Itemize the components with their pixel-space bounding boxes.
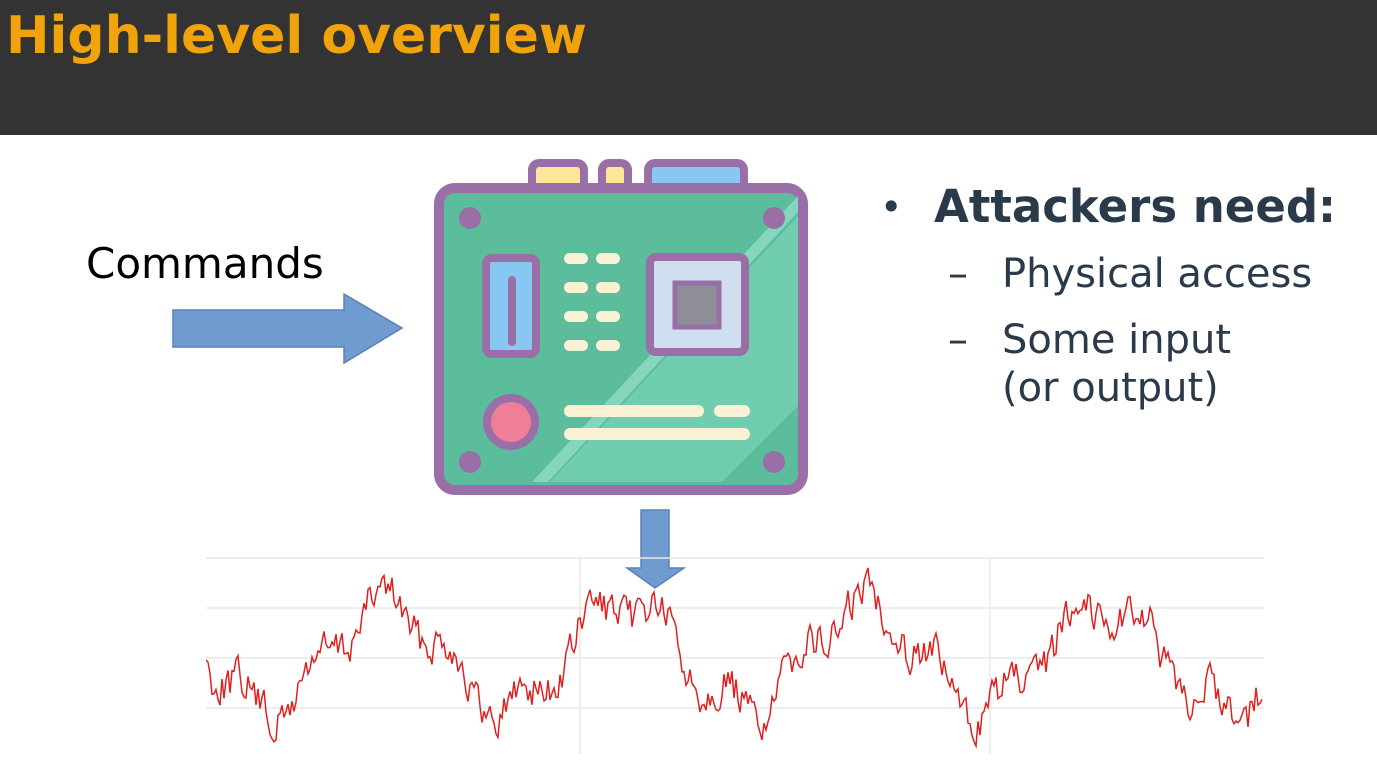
sub-bullet-text: Physical access xyxy=(1002,251,1313,297)
power-button xyxy=(487,398,535,446)
cpu-chip xyxy=(675,283,719,327)
waveform-trace xyxy=(206,556,1264,756)
commands-label: Commands xyxy=(86,239,324,288)
arrow-right-icon xyxy=(170,290,410,370)
bullet-list xyxy=(878,178,1373,412)
sub-bullet-marker: – xyxy=(948,251,968,297)
trace-grid xyxy=(206,558,1264,754)
motherboard-icon xyxy=(430,156,814,500)
sub-bullet-text-continued: (or output) xyxy=(1002,365,1219,411)
bullet-marker: • xyxy=(880,185,903,229)
bullet-heading-row xyxy=(878,178,1373,236)
signal-line xyxy=(206,568,1262,746)
bullet-heading: Attackers need: xyxy=(934,180,1337,233)
sub-bullet-text: Some input xyxy=(1002,317,1232,363)
sub-bullet-input-output xyxy=(878,316,1373,412)
sub-bullet-marker: – xyxy=(948,317,968,363)
sub-bullet-physical-access xyxy=(878,250,1373,298)
slide-header xyxy=(0,0,1377,135)
slide-title: High-level overview xyxy=(6,6,587,66)
